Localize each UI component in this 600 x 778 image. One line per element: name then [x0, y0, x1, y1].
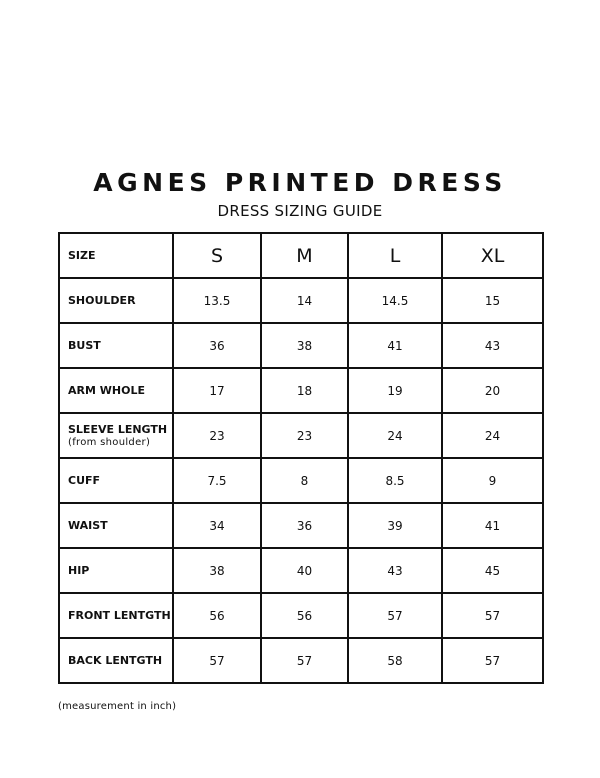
- measurement-value-cell: 57: [442, 593, 543, 638]
- measurement-label-cell: [59, 503, 173, 548]
- measurement-value-cell: 39: [348, 503, 442, 548]
- table-row: [59, 593, 543, 638]
- measurement-value-cell: 20: [442, 368, 543, 413]
- measurement-value-cell: 9: [442, 458, 543, 503]
- measurement-label-cell: [59, 548, 173, 593]
- measurement-value-cell: 43: [442, 323, 543, 368]
- measurement-value-cell: 14: [261, 278, 348, 323]
- measurement-value-cell: 8: [261, 458, 348, 503]
- measurement-value-cell: 17: [173, 368, 261, 413]
- size-header-label: SIZE: [59, 233, 173, 278]
- measurement-label: SHOULDER: [68, 293, 136, 307]
- measurement-label: BACK LENTGTH: [68, 653, 163, 667]
- table-row: [59, 323, 543, 368]
- size-header-s: S: [173, 233, 261, 278]
- table-header-row: [59, 233, 543, 278]
- size-chart-table: [58, 232, 544, 684]
- measurement-value-cell: 38: [173, 548, 261, 593]
- page-subtitle: DRESS SIZING GUIDE: [217, 202, 383, 220]
- measurement-label: BUST: [68, 338, 101, 352]
- measurement-label: WAIST: [68, 518, 108, 532]
- table-row: [59, 413, 543, 458]
- measurement-label: CUFF: [68, 473, 101, 487]
- measurement-value-cell: 57: [261, 638, 348, 683]
- measurement-label-cell: [59, 458, 173, 503]
- measurement-label: SLEEVE LENGTH: [68, 422, 168, 436]
- measurement-sublabel: (from shoulder): [68, 436, 151, 448]
- measurement-value-cell: 34: [173, 503, 261, 548]
- measurement-value-cell: 56: [261, 593, 348, 638]
- measurement-value-cell: 36: [173, 323, 261, 368]
- measurement-value-cell: 45: [442, 548, 543, 593]
- measurement-value-cell: 38: [261, 323, 348, 368]
- measurement-value-cell: 41: [442, 503, 543, 548]
- table-row: [59, 638, 543, 683]
- measurement-value-cell: 19: [348, 368, 442, 413]
- measurement-label-cell: [59, 638, 173, 683]
- size-header-xl: XL: [442, 233, 543, 278]
- measurement-note: (measurement in inch): [58, 701, 177, 712]
- measurement-value-cell: 56: [173, 593, 261, 638]
- measurement-label-cell: [59, 278, 173, 323]
- table-row: [59, 458, 543, 503]
- table-row: [59, 368, 543, 413]
- measurement-label: HIP: [68, 563, 90, 577]
- measurement-label: ARM WHOLE: [68, 383, 145, 397]
- measurement-value-cell: 13.5: [173, 278, 261, 323]
- measurement-value-cell: 57: [348, 593, 442, 638]
- measurement-value-cell: 41: [348, 323, 442, 368]
- measurement-label-cell: [59, 323, 173, 368]
- table-row: [59, 548, 543, 593]
- measurement-label: FRONT LENTGTH: [68, 608, 171, 622]
- measurement-value-cell: 24: [442, 413, 543, 458]
- measurement-value-cell: 14.5: [348, 278, 442, 323]
- size-header-l: L: [348, 233, 442, 278]
- table-body: [59, 278, 543, 683]
- measurement-value-cell: 58: [348, 638, 442, 683]
- measurement-value-cell: 8.5: [348, 458, 442, 503]
- table-row: [59, 278, 543, 323]
- table-row: [59, 503, 543, 548]
- measurement-value-cell: 24: [348, 413, 442, 458]
- measurement-value-cell: 36: [261, 503, 348, 548]
- page-title: AGNES PRINTED DRESS: [93, 168, 507, 197]
- measurement-value-cell: 23: [173, 413, 261, 458]
- measurement-value-cell: 57: [173, 638, 261, 683]
- measurement-value-cell: 43: [348, 548, 442, 593]
- measurement-value-cell: 15: [442, 278, 543, 323]
- measurement-value-cell: 23: [261, 413, 348, 458]
- measurement-label-cell: [59, 368, 173, 413]
- measurement-label-cell: [59, 593, 173, 638]
- measurement-value-cell: 57: [442, 638, 543, 683]
- measurement-value-cell: 7.5: [173, 458, 261, 503]
- measurement-label-cell: [59, 413, 173, 458]
- measurement-value-cell: 40: [261, 548, 348, 593]
- size-header-m: M: [261, 233, 348, 278]
- measurement-value-cell: 18: [261, 368, 348, 413]
